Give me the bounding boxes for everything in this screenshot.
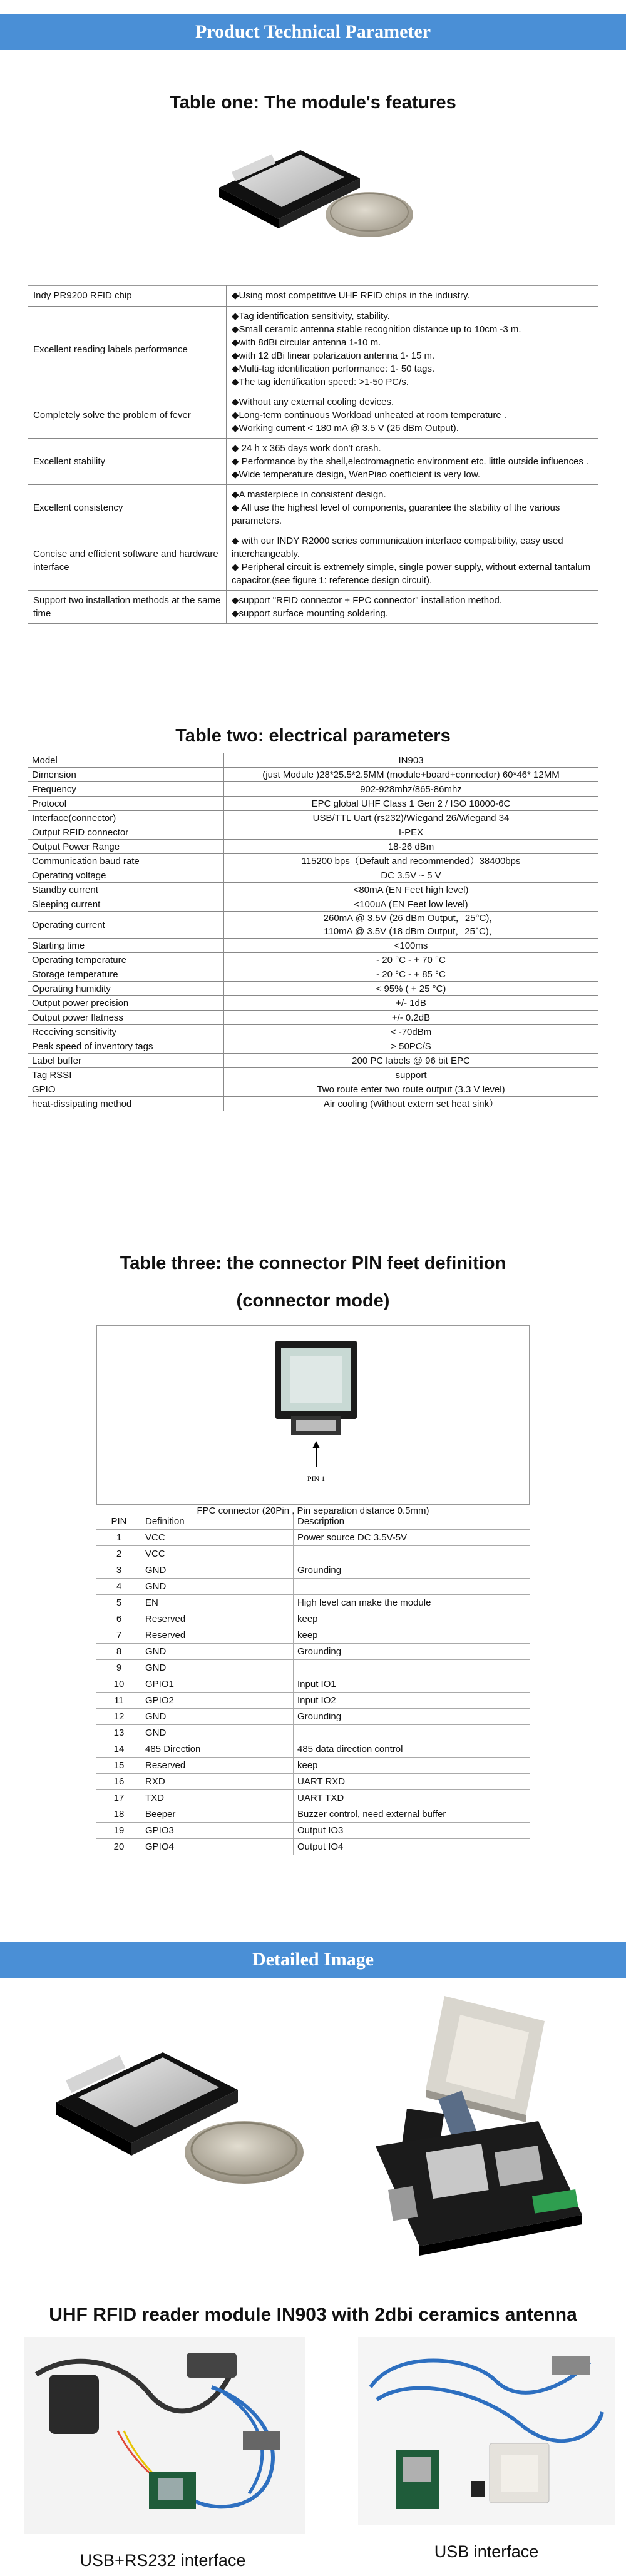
pin-description: Buzzer control, need external buffer <box>294 1806 530 1823</box>
param-value: < 95% ( + 25 °C) <box>224 982 598 996</box>
param-name: Operating humidity <box>28 982 224 996</box>
pin-definition: GND <box>141 1579 294 1595</box>
table-row <box>28 531 598 591</box>
pin-definition: GND <box>141 1725 294 1741</box>
param-value: > 50PC/S <box>224 1039 598 1054</box>
pin-number: 5 <box>96 1595 141 1611</box>
param-name: Starting time <box>28 939 224 953</box>
pin-number: 2 <box>96 1546 141 1562</box>
pin-description: Input IO1 <box>294 1676 530 1693</box>
param-value: +/- 0.2dB <box>224 1011 598 1025</box>
param-name: Operating voltage <box>28 868 224 883</box>
param-value: < -70dBm <box>224 1025 598 1039</box>
table-row <box>96 1693 530 1709</box>
pin-number: 11 <box>96 1693 141 1709</box>
table-row <box>96 1790 530 1806</box>
feature-label: Completely solve the problem of fever <box>28 392 227 439</box>
table-row <box>96 1660 530 1676</box>
pin-definition: GPIO2 <box>141 1693 294 1709</box>
pin-definition: Reserved <box>141 1758 294 1774</box>
param-name: Communication baud rate <box>28 854 224 868</box>
detail-reader-photo <box>351 1990 601 2271</box>
pin-definition: GND <box>141 1709 294 1725</box>
table-row <box>28 811 598 825</box>
table-row <box>28 392 598 439</box>
table-row <box>96 1839 530 1855</box>
feature-value: ◆support "RFID connector + FPC connector" installation method. ◆support surface mounting soldering. <box>227 591 598 624</box>
table-one-title: Table one: The module's features <box>170 93 456 113</box>
pin-number: 4 <box>96 1579 141 1595</box>
pin-description: High level can make the module <box>294 1595 530 1611</box>
pin-definition: 485 Direction <box>141 1741 294 1758</box>
pin-description: UART RXD <box>294 1774 530 1790</box>
param-value: (just Module )28*25.5*2.5MM (module+board+connector) 60*46* 12MM <box>224 768 598 782</box>
param-value: 902-928mhz/865-86mhz <box>224 782 598 797</box>
pin-number: 13 <box>96 1725 141 1741</box>
pin-number: 3 <box>96 1562 141 1579</box>
feature-value: ◆Using most competitive UHF RFID chips in the industry. <box>227 285 598 307</box>
pin-description: UART TXD <box>294 1790 530 1806</box>
table-row <box>28 1054 598 1068</box>
pin-number: 19 <box>96 1823 141 1839</box>
table-row <box>28 868 598 883</box>
pin-table-header <box>96 1514 530 1530</box>
table-row <box>96 1806 530 1823</box>
param-name: Dimension <box>28 768 224 782</box>
param-name: Model <box>28 753 224 768</box>
param-name: GPIO <box>28 1082 224 1097</box>
table-row <box>28 768 598 782</box>
connector-module-photo <box>272 1336 360 1492</box>
table-row <box>28 854 598 868</box>
feature-label: Concise and efficient software and hardware interface <box>28 531 227 591</box>
column-header: Description <box>294 1514 530 1530</box>
pin-description: Output IO3 <box>294 1823 530 1839</box>
pin-description: Output IO4 <box>294 1839 530 1855</box>
feature-value: ◆Without any external cooling devices. ◆Long-term continuous Workload unheated at room temperature . ◆Working current < 180 mA @ 3.5 V (26 dBm Output). <box>227 392 598 439</box>
left-caption: USB+RS232 interface <box>80 2551 246 2570</box>
column-header: PIN <box>96 1514 141 1530</box>
table-row <box>28 982 598 996</box>
pin-description: Grounding <box>294 1562 530 1579</box>
table-row <box>28 1039 598 1054</box>
table-row <box>96 1709 530 1725</box>
column-header: Definition <box>141 1514 294 1530</box>
table-row <box>28 782 598 797</box>
table-row <box>28 967 598 982</box>
pin-definition: GND <box>141 1660 294 1676</box>
table-row <box>28 825 598 840</box>
pin-definition: Beeper <box>141 1806 294 1823</box>
table-row <box>28 285 598 307</box>
pin-number: 15 <box>96 1758 141 1774</box>
coin <box>185 2121 304 2184</box>
pin1-label: PIN 1 <box>307 1474 326 1483</box>
table-row <box>28 912 598 939</box>
table-row <box>28 953 598 967</box>
pin-description: keep <box>294 1758 530 1774</box>
param-value: - 20 °C - + 70 °C <box>224 953 598 967</box>
pin-description <box>294 1579 530 1595</box>
param-name: Standby current <box>28 883 224 897</box>
table-row <box>28 307 598 392</box>
pin-definition: RXD <box>141 1774 294 1790</box>
param-name: Tag RSSI <box>28 1068 224 1082</box>
usb-rs232-photo <box>24 2337 305 2534</box>
param-value: support <box>224 1068 598 1082</box>
top-banner <box>0 14 626 50</box>
pin-number: 17 <box>96 1790 141 1806</box>
pin-definition: GPIO1 <box>141 1676 294 1693</box>
table-row <box>28 797 598 811</box>
param-name: Receiving sensitivity <box>28 1025 224 1039</box>
module-photo <box>207 128 419 253</box>
param-value: 18-26 dBm <box>224 840 598 854</box>
table-row <box>96 1611 530 1627</box>
param-name: Output RFID connector <box>28 825 224 840</box>
feature-value: ◆ with our INDY R2000 series communication interface compatibility, easy used interchangeably. ◆ Peripheral circuit is extremely simple, single power supply, without external tantalum capacitor.(see figure 1: reference design circuit). <box>227 531 598 591</box>
feature-value: ◆Tag identification sensitivity, stability. ◆Small ceramic antenna stable recognition distance up to 10cm -3 m. ◆with 8dBi circular antenna 1-10 m. ◆with 12 dBi linear polarization antenna 1- 15 m. ◆Multi-tag identification performance: 1- 50 tags. ◆The tag identification speed: >1-50 PC/s. <box>227 307 598 392</box>
param-name: Sleeping current <box>28 897 224 912</box>
table-three-title: Table three: the connector PIN feet definition <box>120 1253 506 1273</box>
features-table <box>28 285 598 624</box>
param-value: 115200 bps（Default and recommended）38400bps <box>224 854 598 868</box>
param-value: I-PEX <box>224 825 598 840</box>
table-row <box>96 1741 530 1758</box>
feature-value: ◆ 24 h x 365 days work don't crash. ◆ Performance by the shell,electromagnetic environment etc. little outside influences . ◆Wide temperature design, WenPiao coefficient is very low. <box>227 439 598 485</box>
pin-description <box>294 1660 530 1676</box>
detail-banner <box>0 1942 626 1978</box>
pin-table <box>96 1514 530 1855</box>
param-value: Two route enter two route output (3.3 V level) <box>224 1082 598 1097</box>
table-row <box>28 753 598 768</box>
param-value: - 20 °C - + 85 °C <box>224 967 598 982</box>
table-row <box>96 1595 530 1611</box>
pin-definition: VCC <box>141 1546 294 1562</box>
pin-description: 485 data direction control <box>294 1741 530 1758</box>
pin-description: Grounding <box>294 1644 530 1660</box>
param-value: 260mA @ 3.5V (26 dBm Output，25°C)， 110mA @ 3.5V (18 dBm Output，25°C)， <box>224 912 598 939</box>
pin-description: Grounding <box>294 1709 530 1725</box>
pin-number: 14 <box>96 1741 141 1758</box>
pin-description: Power source DC 3.5V-5V <box>294 1530 530 1546</box>
pin-number: 1 <box>96 1530 141 1546</box>
table-row <box>96 1774 530 1790</box>
feature-label: Excellent reading labels performance <box>28 307 227 392</box>
table-three-subtitle: (connector mode) <box>236 1291 390 1311</box>
table-row <box>28 439 598 485</box>
param-name: Output Power Range <box>28 840 224 854</box>
pin-definition: Reserved <box>141 1627 294 1644</box>
param-name: Interface(connector) <box>28 811 224 825</box>
table-row <box>96 1676 530 1693</box>
pin-number: 7 <box>96 1627 141 1644</box>
table-row <box>28 939 598 953</box>
feature-value: ◆A masterpiece in consistent design. ◆ All use the highest level of components, guarantee the stability of the various parameters. <box>227 485 598 531</box>
pin-description <box>294 1725 530 1741</box>
main-caption: UHF RFID reader module IN903 with 2dbi ceramics antenna <box>49 2304 577 2325</box>
table-row <box>96 1627 530 1644</box>
banner-title: Product Technical Parameter <box>195 21 431 42</box>
feature-label: Excellent consistency <box>28 485 227 531</box>
param-value: <100ms <box>224 939 598 953</box>
pin-definition: GPIO4 <box>141 1839 294 1855</box>
param-value: IN903 <box>224 753 598 768</box>
param-name: Label buffer <box>28 1054 224 1068</box>
pin-number: 8 <box>96 1644 141 1660</box>
param-name: Frequency <box>28 782 224 797</box>
table-row <box>28 485 598 531</box>
right-caption: USB interface <box>434 2542 539 2561</box>
table-row <box>28 883 598 897</box>
param-value: DC 3.5V ~ 5 V <box>224 868 598 883</box>
table-row <box>28 591 598 624</box>
pin-definition: GND <box>141 1562 294 1579</box>
pin-number: 20 <box>96 1839 141 1855</box>
feature-label: Indy PR9200 RFID chip <box>28 285 227 307</box>
param-value: <80mA (EN Feet high level) <box>224 883 598 897</box>
pin-number: 10 <box>96 1676 141 1693</box>
table-row <box>28 996 598 1011</box>
pin-number: 12 <box>96 1709 141 1725</box>
param-name: Operating current <box>28 912 224 939</box>
table-row <box>96 1530 530 1546</box>
pin-number: 6 <box>96 1611 141 1627</box>
table-row <box>96 1823 530 1839</box>
detail-module-photo <box>50 2021 313 2209</box>
param-name: Protocol <box>28 797 224 811</box>
param-value: <100uA (EN Feet low level) <box>224 897 598 912</box>
pin-number: 9 <box>96 1660 141 1676</box>
feature-label: Excellent stability <box>28 439 227 485</box>
table-row <box>96 1725 530 1741</box>
pin-description: Input IO2 <box>294 1693 530 1709</box>
param-name: heat-dissipating method <box>28 1097 224 1111</box>
param-value: +/- 1dB <box>224 996 598 1011</box>
table-row <box>28 1082 598 1097</box>
pin-definition: Reserved <box>141 1611 294 1627</box>
pin-number: 16 <box>96 1774 141 1790</box>
param-name: Operating temperature <box>28 953 224 967</box>
table-row <box>28 1097 598 1111</box>
table-row <box>96 1546 530 1562</box>
param-name: Output power precision <box>28 996 224 1011</box>
table-row <box>28 1011 598 1025</box>
electrical-table <box>28 753 598 1111</box>
table-row <box>28 1068 598 1082</box>
pin-description: keep <box>294 1627 530 1644</box>
table-row <box>28 897 598 912</box>
pin-definition: GPIO3 <box>141 1823 294 1839</box>
table-two-title: Table two: electrical parameters <box>175 726 451 746</box>
param-value: EPC global UHF Class 1 Gen 2 / ISO 18000-6C <box>224 797 598 811</box>
table-row <box>28 840 598 854</box>
feature-label: Support two installation methods at the same time <box>28 591 227 624</box>
param-name: Storage temperature <box>28 967 224 982</box>
param-value: Air cooling (Without extern set heat sink） <box>224 1097 598 1111</box>
fpc-connector-title: FPC connector (20Pin , Pin separation distance 0.5mm) <box>197 1505 429 1516</box>
pin-definition: EN <box>141 1595 294 1611</box>
table-row <box>96 1644 530 1660</box>
pin-definition: GND <box>141 1644 294 1660</box>
pin-description <box>294 1546 530 1562</box>
table-row <box>96 1758 530 1774</box>
table-row <box>96 1579 530 1595</box>
param-value: USB/TTL Uart (rs232)/Wiegand 26/Wiegand 34 <box>224 811 598 825</box>
usb-photo <box>358 2337 615 2525</box>
pin-description: keep <box>294 1611 530 1627</box>
param-name: Output power flatness <box>28 1011 224 1025</box>
param-value: 200 PC labels @ 96 bit EPC <box>224 1054 598 1068</box>
pin-definition: TXD <box>141 1790 294 1806</box>
pin-number: 18 <box>96 1806 141 1823</box>
detail-banner-title: Detailed Image <box>252 1949 374 1970</box>
table-row <box>96 1562 530 1579</box>
pin-definition: VCC <box>141 1530 294 1546</box>
param-name: Peak speed of inventory tags <box>28 1039 224 1054</box>
table-row <box>28 1025 598 1039</box>
